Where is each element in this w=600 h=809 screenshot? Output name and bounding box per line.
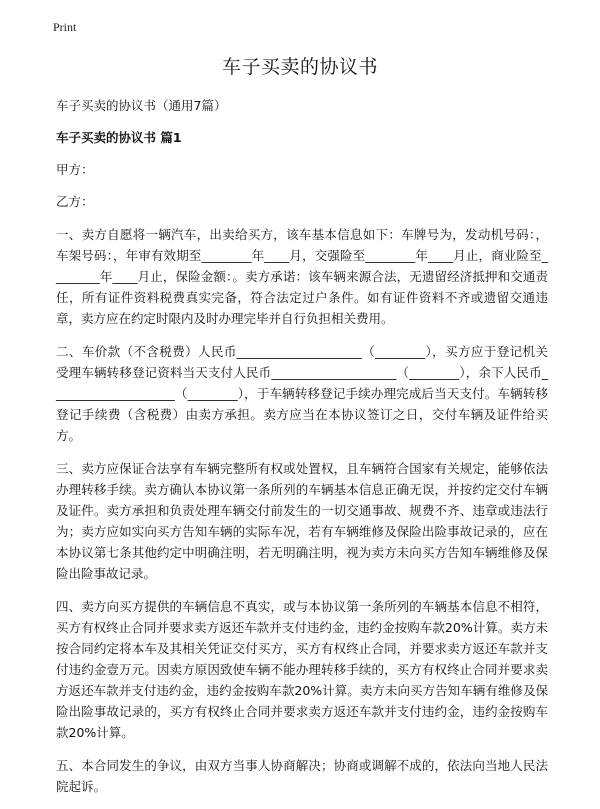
clause-4: 四、卖方向买方提供的车辆信息不真实，或与本协议第一条所列的车辆基本信息不相符，买方有权终止合同并要求卖方返还车款并支付违约金，违约金按购车款20%计算。卖方未按合同约定将本车及其相关凭证交付买方，买方有权终止合同，并要求卖方返还车款并支付违约金壹万元。因卖方原因致使车辆不能办理转移手续的，买方有权终止合同并要求卖方返还车款并支付违约金，违约金按购车款20%计算。卖方未向买方告知车辆有维修及保险出险事故记录的，买方有权终止合同并要求卖方返还车款并支付违约金，违约金按购车款20%计算。 (56, 599, 548, 740)
section-heading: 车子买卖的协议书 篇1 (56, 130, 182, 145)
document-body (56, 96, 548, 809)
party-a-label: 甲方： (56, 162, 94, 177)
document-subtitle: 车子买卖的协议书（通用7篇） (56, 98, 227, 113)
clause-5: 五、本合同发生的争议，由双方当事人协商解决；协商或调解不成的，依法向当地人民法院起诉。 (56, 758, 548, 794)
document-title: 车子买卖的协议书 (221, 56, 378, 78)
party-b-label: 乙方： (56, 194, 94, 209)
clause-1: 一、卖方自愿将一辆汽车，出卖给买方，该车基本信息如下：车牌号为，发动机号码：，车架号码：，年审有效期至________年____月，交强险至________年____月止，商业险至________年____月止，保险金额：。卖方承诺：该车辆来源合法，无遗留经济抵押和交通责任，所有证件资料税费真实完备，符合法定过户条件。如有证件资料不齐或遗留交通违章，卖方应在约定时限内及时办理完毕并自行负担相关费用。 (56, 227, 548, 326)
clause-3: 三、卖方应保证合法享有车辆完整所有权或处置权，且车辆符合国家有关规定，能够依法办理转移手续。卖方确认本协议第一条所列的车辆基本信息正确无误，并按约定交付车辆及证件。卖方承担和负责处理车辆交付前发生的一切交通事故、规费不齐、违章或违法行为；卖方应如实向买方告知车辆的实际车况，若有车辆维修及保险出险事故记录的，应在本协议第七条其他约定中明确注明，若无明确注明，视为卖方未向买方告知车辆维修及保险出险事故记录。 (56, 461, 548, 581)
print-link[interactable]: Print (53, 20, 77, 34)
clause-2: 二、车价款（不含税费）人民币____________________（________），买方应于登记机关受理车辆转移登记资料当天支付人民币____________________（________），余下人民币____________________（________），于车辆转移登记手续办理完成后当天支付。车辆转移登记手续费（含税费）由卖方承担。卖方应当在本协议签订之日，交付车辆及证件给买方。 (56, 344, 548, 443)
